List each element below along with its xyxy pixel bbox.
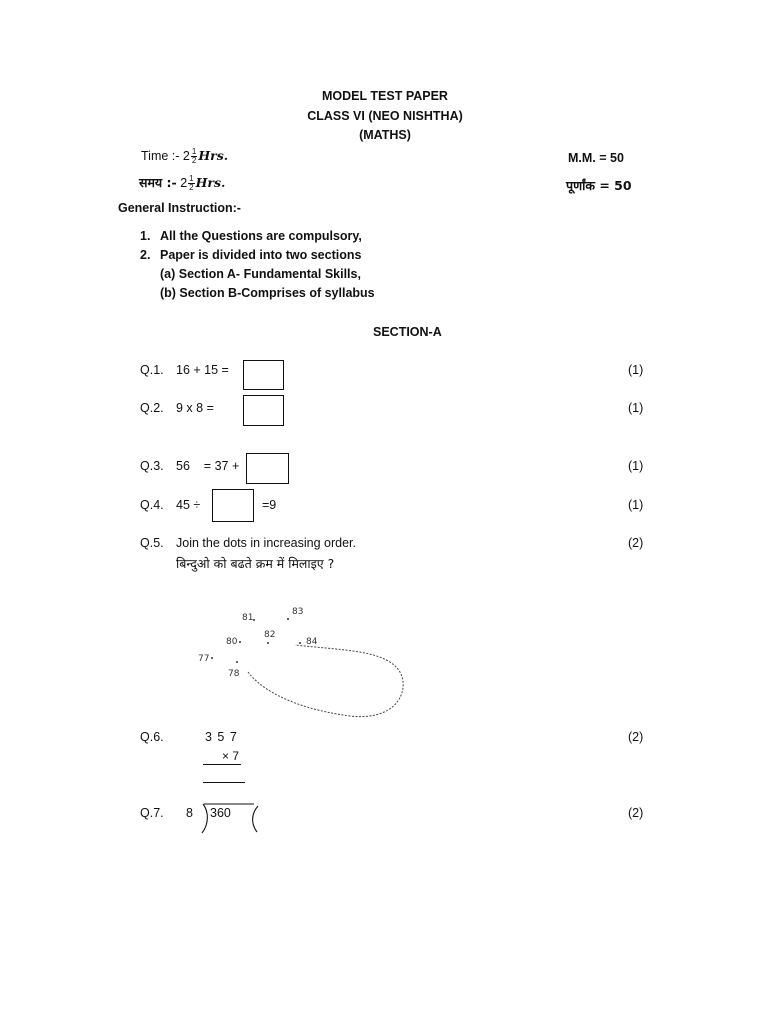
instruction-2-text: Paper is divided into two sections [160, 248, 362, 262]
q5-text: Join the dots in increasing order. [176, 536, 356, 550]
dot-label-82: 82 [264, 630, 276, 640]
dot [287, 618, 289, 620]
q6-mult: × 7 [222, 749, 240, 763]
q2-text: 9 x 8 = [176, 401, 214, 415]
dot [267, 642, 269, 644]
q7-dividend: 360 [210, 806, 231, 820]
q4-marks: (1) [628, 498, 644, 512]
q7-marks: (2) [628, 806, 644, 820]
q3-text: 56 = 37 + [176, 459, 240, 473]
q5-marks: (2) [628, 536, 644, 550]
q6-number: Q.6. [140, 730, 164, 744]
dot-label-78: 78 [228, 669, 240, 679]
q6-top: 3 5 7 [205, 730, 237, 744]
dot [239, 641, 241, 643]
dot [211, 657, 213, 659]
dots-figure [190, 600, 420, 725]
q4-number: Q.4. [140, 498, 164, 512]
q4-after: =9 [262, 498, 277, 512]
q3-marks: (1) [628, 459, 644, 473]
instruction-2-num: 2. [140, 248, 151, 262]
q1-text: 16 + 15 = [176, 363, 229, 377]
q6-marks: (2) [628, 730, 644, 744]
q7-number: Q.7. [140, 806, 164, 820]
time-fraction-hi [188, 175, 194, 192]
dots-curve [248, 645, 403, 717]
dot-label-80: 80 [226, 637, 238, 647]
class-line: CLASS VI (NEO NISHTHA) [307, 109, 463, 123]
dot [236, 661, 238, 663]
time-label: Time :- [141, 149, 180, 163]
q2-marks: (1) [628, 401, 644, 415]
q2-number: Q.2. [140, 401, 164, 415]
q1-answer-box[interactable] [243, 360, 284, 390]
frac-num-hi: 1 [189, 174, 194, 184]
q4-answer-box[interactable] [212, 489, 254, 522]
instruction-1-num: 1. [140, 229, 151, 243]
frac-num: 1 [191, 147, 197, 157]
dot-label-83: 83 [292, 607, 304, 617]
time-whole: 2 [182, 149, 190, 163]
q1-marks: (1) [628, 363, 644, 377]
time-unit: Hrs. [198, 148, 229, 163]
q7-divisor: 8 [186, 806, 193, 820]
dot-label-84: 84 [306, 637, 318, 647]
paper-title: MODEL TEST PAPER [322, 89, 448, 103]
q6-rule-1 [203, 764, 241, 765]
dot-label-81: 81 [242, 613, 254, 623]
section-title: SECTION-A [373, 325, 442, 339]
frac-den: 2 [191, 156, 197, 166]
q1-number: Q.1. [140, 363, 164, 377]
instructions-heading: General Instruction:- [118, 201, 241, 215]
dot [253, 619, 255, 621]
q4-text: 45 ÷ [176, 498, 201, 512]
q2-answer-box[interactable] [243, 395, 284, 426]
frac-den-hi: 2 [189, 183, 194, 193]
q3-answer-box[interactable] [246, 453, 289, 484]
dot [299, 642, 301, 644]
max-marks-en: M.M. = 50 [568, 151, 624, 165]
instruction-1-text: All the Questions are compulsory, [160, 229, 362, 243]
max-marks-hi: पूर्णांक = 50 [566, 178, 632, 193]
time-unit-hi: Hrs. [195, 175, 226, 190]
time-label-hi: समय :- [139, 175, 177, 190]
instruction-sub-b: (b) Section B-Comprises of syllabus [160, 286, 375, 300]
q5-hindi: बिन्दुओ को बढते क्रम में मिलाइए ? [176, 556, 335, 571]
q5-number: Q.5. [140, 536, 164, 550]
time-whole-hi: 2 [180, 176, 188, 190]
q3-number: Q.3. [140, 459, 164, 473]
time-en [141, 148, 228, 165]
instruction-sub-a: (a) Section A- Fundamental Skills, [160, 267, 361, 281]
time-hi [139, 174, 225, 192]
subject-line: (MATHS) [359, 128, 411, 142]
q6-rule-2 [203, 782, 245, 783]
time-fraction [191, 148, 197, 165]
dot-label-77: 77 [198, 654, 210, 664]
